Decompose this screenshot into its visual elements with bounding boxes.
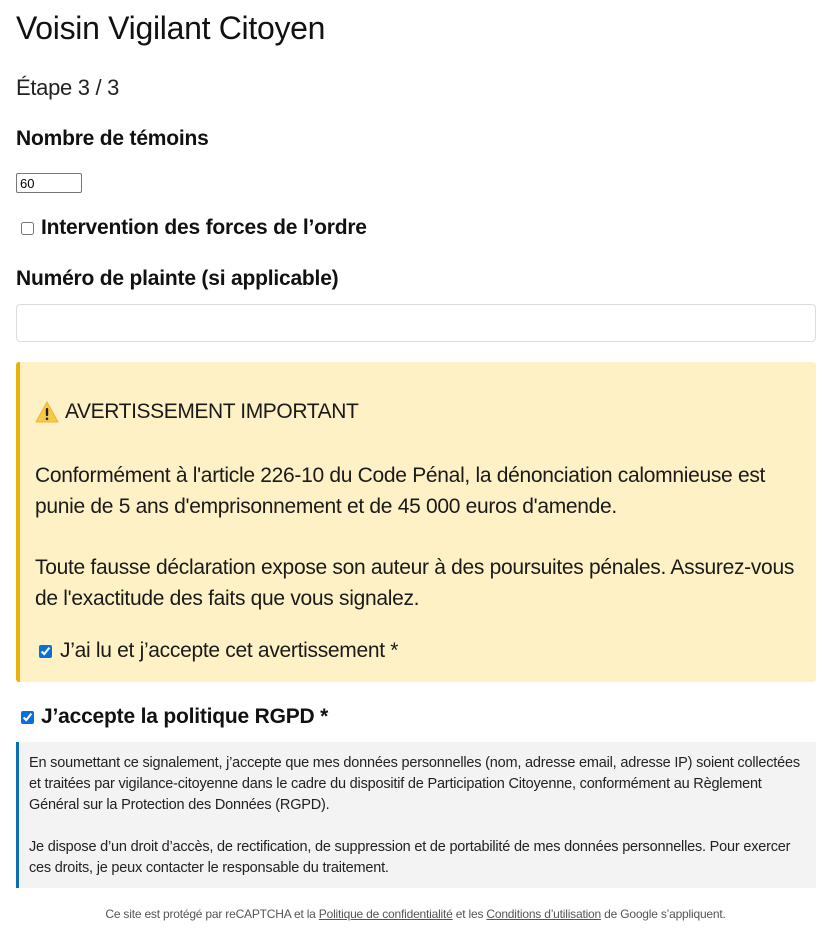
accept-rgpd-label[interactable]: J’accepte la politique RGPD * bbox=[41, 705, 329, 728]
warning-paragraph-penal-code: Conformément à l'article 226-10 du Code Pénal, la dénonciation calomnieuse est punie de 5 ans d'emprisonnement et de 45 000 euros d'amende. bbox=[35, 464, 766, 518]
accept-warning-checkbox[interactable] bbox=[39, 645, 52, 658]
warning-title bbox=[35, 400, 358, 424]
accept-warning-label[interactable]: J’ai lu et j’accepte cet avertissement * bbox=[60, 639, 399, 662]
privacy-policy-link[interactable]: Politique de confidentialité bbox=[318, 907, 453, 921]
witnesses-count-input[interactable] bbox=[16, 173, 82, 193]
page-title: Voisin Vigilant Citoyen bbox=[16, 10, 326, 46]
complaint-number-label: Numéro de plainte (si applicable) bbox=[16, 267, 339, 290]
accept-rgpd-checkbox[interactable] bbox=[21, 711, 34, 724]
police-intervention-row bbox=[16, 216, 367, 240]
accept-rgpd-row bbox=[16, 705, 328, 729]
footer-suffix: de Google s’appliquent. bbox=[601, 907, 726, 921]
rgpd-paragraph-consent: En soumettant ce signalement, j’accepte que mes données personnelles (nom, adresse email, adresse IP) soient collectées et traitées par vigilance-citoyenne dans le cadre du dispositif de Participation Citoyenne, conformément au Règlement Général sur la Protection des Données (RGPD). bbox=[29, 755, 800, 813]
warning-icon bbox=[35, 401, 59, 423]
warning-title-text: AVERTISSEMENT IMPORTANT bbox=[65, 400, 359, 423]
accept-warning-row bbox=[35, 639, 398, 663]
witnesses-label: Nombre de témoins bbox=[16, 127, 209, 150]
police-intervention-label[interactable]: Intervention des forces de l’ordre bbox=[41, 216, 367, 239]
terms-of-use-link[interactable]: Conditions d’utilisation bbox=[486, 907, 601, 921]
footer-prefix: Ce site est protégé par reCAPTCHA et la bbox=[105, 907, 319, 921]
footer-middle: et les bbox=[452, 907, 487, 921]
complaint-number-input[interactable] bbox=[16, 304, 816, 342]
police-intervention-checkbox[interactable] bbox=[21, 222, 34, 235]
recaptcha-footer bbox=[0, 907, 831, 921]
warning-paragraph-false-declaration: Toute fausse déclaration expose son auteur à des poursuites pénales. Assurez-vous de l'exactitude des faits que vous signalez. bbox=[35, 556, 795, 610]
step-indicator: Étape 3 / 3 bbox=[16, 75, 120, 100]
rgpd-paragraph-rights: Je dispose d’un droit d’accès, de rectification, de suppression et de portabilité de mes données personnelles. Pour exercer ces droits, je peux contacter le responsable du traitement. bbox=[29, 839, 791, 876]
